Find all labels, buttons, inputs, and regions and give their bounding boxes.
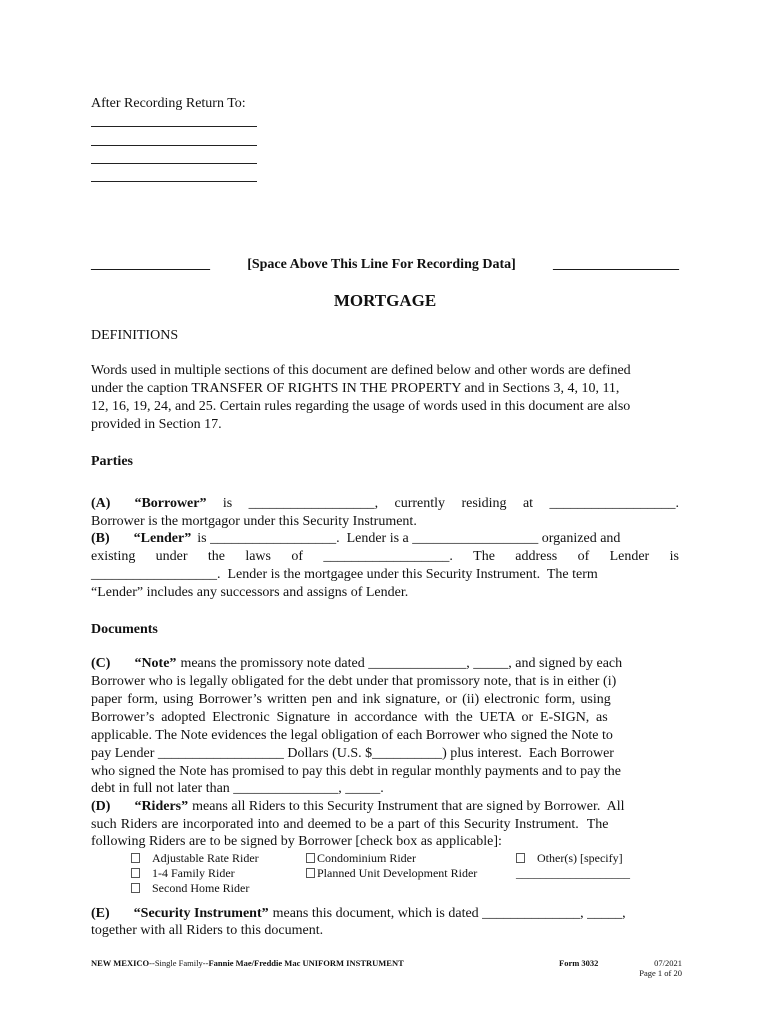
borrower-address-blank[interactable]: __________________. xyxy=(549,496,679,511)
intro-line-3: 12, 16, 19, 24, and 25. Certain rules regarding the usage of words used in this document are also xyxy=(91,399,631,414)
return-address-line-3[interactable] xyxy=(91,163,257,164)
checkbox[interactable] xyxy=(306,868,315,878)
rider-label: Condominium Rider xyxy=(317,851,416,865)
checkbox[interactable] xyxy=(131,868,140,878)
definition-b-line-4: “Lender” includes any successors and assigns of Lender. xyxy=(91,585,409,600)
rider-label: Other(s) [specify] xyxy=(537,851,623,865)
definitions-heading: DEFINITIONS xyxy=(91,328,179,343)
definition-d-line-1 xyxy=(91,799,679,815)
term-security-instrument: “Security Instrument” xyxy=(133,906,269,921)
lender-state-blank[interactable]: __________________. xyxy=(323,549,453,564)
intro-line-2: under the caption TRANSFER OF RIGHTS IN THE PROPERTY and in Sections 3, 4, 10, 11, xyxy=(91,381,620,396)
footer-date: 07/2021 xyxy=(654,958,682,968)
label-b: (B) xyxy=(91,531,110,546)
b-word: address xyxy=(515,549,558,564)
rider-condominium[interactable] xyxy=(306,851,416,866)
definition-b-line-2 xyxy=(91,549,679,565)
definition-b-line-3: __________________. Lender is the mortgagee under this Security Instrument. The term xyxy=(91,567,598,582)
label-c: (C) xyxy=(91,656,111,671)
footer-instrument xyxy=(91,958,404,968)
a-word-currently: currently xyxy=(394,496,446,511)
b-word: of xyxy=(577,549,590,564)
b-word: the xyxy=(207,549,225,564)
e-line-1-rest: means this document, which is dated ______________, _____, xyxy=(272,906,626,921)
b-word: Lender xyxy=(609,549,650,564)
label-e: (E) xyxy=(91,906,110,921)
definition-c-line-1 xyxy=(91,656,679,672)
checkbox[interactable] xyxy=(131,853,140,863)
b-word: of xyxy=(291,549,303,564)
term-riders: “Riders” xyxy=(134,799,189,814)
checkbox[interactable] xyxy=(131,883,140,893)
b-word: laws xyxy=(245,549,271,564)
term-borrower: “Borrower” xyxy=(134,496,207,511)
definition-c-line-2: Borrower who is legally obligated for the debt under that promissory note, that is in either (i) xyxy=(91,674,617,689)
rider-label: Second Home Rider xyxy=(152,881,250,895)
return-address-line-4[interactable] xyxy=(91,181,257,182)
intro-line-4: provided in Section 17. xyxy=(91,417,222,432)
term-lender: “Lender” xyxy=(133,531,192,546)
documents-heading: Documents xyxy=(91,622,158,637)
b-word: is xyxy=(669,549,679,564)
definition-e-line-2: together with all Riders to this document. xyxy=(91,923,324,938)
a-word-residing: residing xyxy=(461,496,507,511)
footer-state: NEW MEXICO xyxy=(91,958,150,968)
rider-adjustable-rate[interactable] xyxy=(131,851,259,866)
recording-line-left: _________________ xyxy=(91,257,210,272)
parties-heading: Parties xyxy=(91,454,133,469)
label-d: (D) xyxy=(91,799,111,814)
b-word: The xyxy=(473,549,495,564)
d-line-1-rest: means all Riders to this Security Instrument that are signed by Borrower. All xyxy=(192,799,625,814)
document-title: MORTGAGE xyxy=(333,291,437,310)
recording-line-right: __________________ xyxy=(552,257,679,272)
rider-label: Planned Unit Development Rider xyxy=(317,866,478,880)
definition-c-line-4: Borrower’s adopted Electronic Signature in accordance with the UETA or E-SIGN, as xyxy=(91,710,608,725)
a-word-is: is xyxy=(222,496,233,511)
return-address-line-2[interactable] xyxy=(91,145,257,146)
definition-c-line-6: pay Lender __________________ Dollars (U.S. $__________) plus interest. Each Borrower xyxy=(91,746,614,761)
definition-d-line-3: following Riders are to be signed by Borrower [check box as applicable]: xyxy=(91,834,502,849)
checkbox[interactable] xyxy=(306,853,315,863)
term-note: “Note” xyxy=(134,656,177,671)
recording-line-label: [Space Above This Line For Recording Data] xyxy=(247,257,516,272)
definition-c-line-7: who signed the Note has promised to pay this debt in regular monthly payments and to pay the xyxy=(91,764,621,779)
recording-data-line xyxy=(91,256,679,274)
footer-single-family: --Single Family-- xyxy=(149,958,209,968)
a-word-at: at xyxy=(522,496,534,511)
return-heading: After Recording Return To: xyxy=(91,96,246,111)
definition-a-line-1 xyxy=(91,496,679,512)
rider-other-specify-blank[interactable]: ___________________ xyxy=(516,866,630,880)
footer-fannie-freddie: Fannie Mae/Freddie Mac UNIFORM INSTRUMENT xyxy=(208,958,404,968)
footer-page-number: Page 1 of 20 xyxy=(639,968,682,978)
definition-e-line-1 xyxy=(91,906,679,922)
definition-c-line-8: debt in full not later than _______________, _____. xyxy=(91,781,384,796)
footer-form-number: Form 3032 xyxy=(559,958,599,968)
b-word: existing xyxy=(91,549,136,564)
rider-label: Adjustable Rate Rider xyxy=(152,851,259,865)
borrower-name-blank[interactable]: __________________, xyxy=(248,496,379,511)
definition-c-line-3: paper form, using Borrower’s written pen and ink signature, or (ii) electronic form, using xyxy=(91,692,611,707)
return-address-line-1[interactable] xyxy=(91,126,257,127)
checkbox[interactable] xyxy=(516,853,525,863)
rider-label: 1-4 Family Rider xyxy=(152,866,235,880)
rider-other[interactable] xyxy=(516,851,623,866)
b-line-1-rest: is __________________. Lender is a __________________ organized and xyxy=(197,531,621,546)
c-line-1-rest: means the promissory note dated ______________, _____, and signed by each xyxy=(180,656,623,671)
definition-b-line-1 xyxy=(91,531,679,547)
intro-line-1: Words used in multiple sections of this document are defined below and other words are defined xyxy=(91,363,631,378)
definition-d-line-2: such Riders are incorporated into and deemed to be a part of this Security Instrument. The xyxy=(91,817,609,832)
rider-1-4-family[interactable] xyxy=(131,866,235,881)
definition-a-line-2: Borrower is the mortgagor under this Security Instrument. xyxy=(91,514,417,529)
definition-c-line-5: applicable. The Note evidences the legal obligation of each Borrower who signed the Note to xyxy=(91,728,613,743)
rider-second-home[interactable] xyxy=(131,881,249,896)
b-word: under xyxy=(155,549,188,564)
rider-pud[interactable] xyxy=(306,866,477,881)
label-a: (A) xyxy=(91,496,111,511)
